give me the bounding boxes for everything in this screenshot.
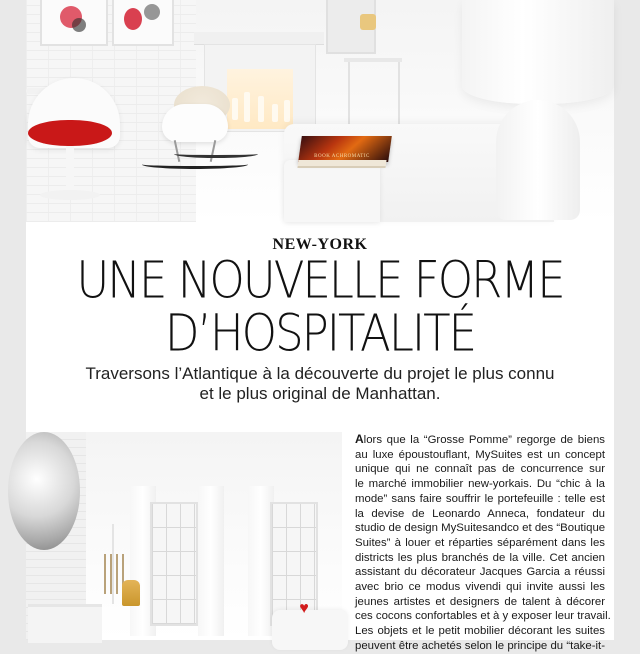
- body-line: jeunes artistes et designers de talent à décorer: [355, 595, 605, 608]
- intro-line: Traversons l’Atlantique à la découverte du projet le plus connu: [85, 364, 555, 383]
- tulip-chair-stem: [66, 146, 74, 194]
- body-line: mode” sans faire souffrir le portefeuille : telle est: [355, 492, 605, 505]
- intro-line: et le plus original de Manhattan.: [199, 384, 441, 403]
- desk-leg: [398, 62, 400, 132]
- body-line: ces cocons confortables et à y exposer leur travail.: [355, 610, 611, 623]
- body-line: [355, 432, 605, 448]
- sofa: [272, 610, 348, 650]
- mirror-orb-lamp: [8, 432, 80, 550]
- body-line: assistant du décorateur Jacques Garcia a réussi: [355, 566, 605, 579]
- body-line: peuvent être achetés selon le principe du “take-it-: [355, 639, 605, 652]
- body-line-text: lors que la “Grosse Pomme” regorge de biens: [363, 434, 605, 446]
- candle: [258, 96, 264, 122]
- lamp-body: [496, 100, 580, 220]
- wall-artwork-right: [112, 0, 174, 46]
- book-pages: [297, 160, 386, 168]
- lamp-shade: [462, 0, 614, 104]
- console-desk: [344, 58, 402, 62]
- rocking-chair-runner: [174, 150, 258, 158]
- red-cushion: [28, 120, 112, 146]
- tulip-chair-base: [40, 190, 100, 200]
- curtain: [198, 486, 224, 636]
- drop-cap: A: [355, 432, 364, 446]
- headline-line: D’HOSPITALITÉ: [164, 303, 476, 363]
- candle: [244, 92, 250, 122]
- body-line: districts les plus branchés de la ville. Cet ancien: [355, 551, 605, 564]
- desk-lamp: [360, 14, 376, 30]
- coffee-table: [284, 160, 380, 222]
- article-body: [355, 432, 611, 654]
- body-line: unique qui ne connaît pas de concurrence sur: [355, 463, 605, 476]
- rocking-chair: [162, 104, 228, 142]
- headline-line: UNE NOUVELLE FORME: [76, 250, 564, 310]
- fireplace-mantel: [28, 604, 102, 643]
- magazine-page: [26, 0, 614, 652]
- body-line: Les objets et le petit mobilier décorant les suites: [355, 625, 605, 638]
- candle: [232, 98, 238, 120]
- section-kicker: NEW-YORK: [272, 236, 368, 253]
- body-line: au luxe époustouflant, MySuites est un concept: [355, 448, 605, 461]
- candle: [284, 100, 290, 122]
- headline: [26, 250, 614, 363]
- body-line: avec brio ce modus vivendi qui invite aussi les: [355, 581, 605, 594]
- heart-cushion-icon: ♥: [299, 600, 309, 617]
- gold-lamp: [122, 580, 140, 606]
- body-line: le marché immobilier new-yorkais. Du “chic à la: [355, 478, 605, 491]
- wall-artwork-left: [40, 0, 108, 46]
- bottom-interior-photo: [26, 432, 342, 640]
- window: [150, 502, 198, 626]
- body-line: studio de design MySuitesandco et des “Boutique: [355, 522, 606, 535]
- book-cover-title: BOOK ACHROMATIC: [314, 154, 370, 159]
- intro-standfirst: [26, 364, 614, 404]
- top-interior-photo: [26, 0, 614, 222]
- body-line: Suites” à louer et réparties séparément dans les: [355, 536, 605, 549]
- body-line: la devise de Leonardo Anneca, fondateur du: [355, 507, 605, 520]
- desk-leg: [348, 62, 350, 132]
- candle: [272, 104, 278, 122]
- rocking-chair-runner: [142, 160, 248, 169]
